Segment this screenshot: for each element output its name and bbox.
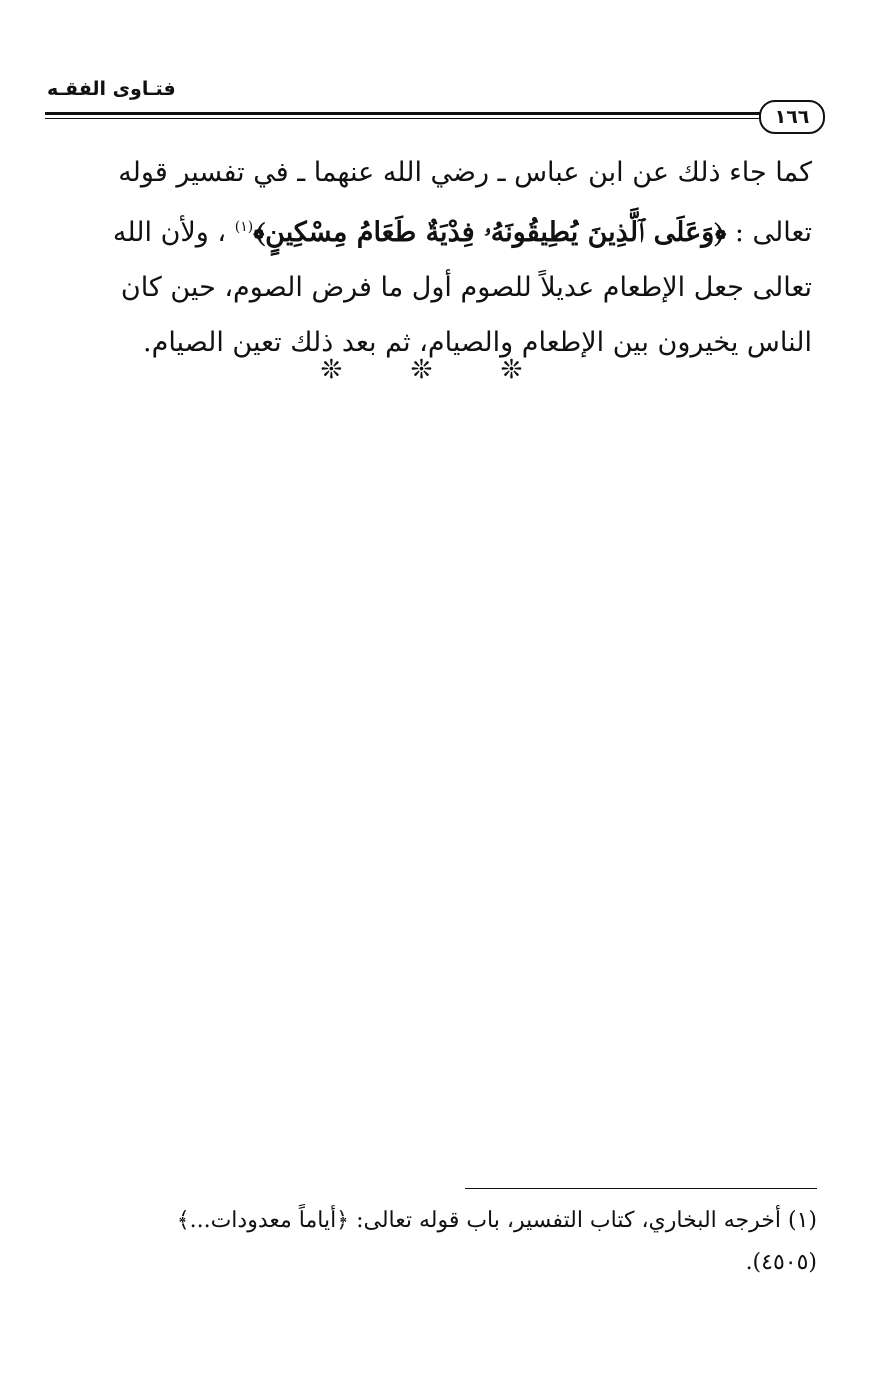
footnote-reference: (١) (234, 219, 254, 235)
quran-verse: ﴿وَعَلَى ٱلَّذِينَ يُطِيقُونَهُۥ فِدْيَةٌ طَعَامُ مِسْكِينٍ﴾ (253, 217, 727, 248)
footnote (52, 1200, 817, 1284)
paragraph-text: ، ولأن الله (112, 217, 227, 248)
main-paragraph (52, 145, 812, 370)
paragraph-text: تعالى : (734, 217, 812, 248)
page-header (45, 70, 825, 130)
footnote-divider (465, 1188, 817, 1189)
paragraph-line: الناس يخيرون بين الإطعام والصيام، ثم بعد ذلك تعين الصيام. (143, 327, 812, 358)
footnote-line: (١) أخرجه البخاري، كتاب التفسير، باب قوله تعالى: ﴿أياماً معدودات...﴾ (176, 1208, 817, 1233)
footnote-line: (٤٥٠٥). (745, 1250, 817, 1275)
paragraph-line: كما جاء ذلك عن ابن عباس ـ رضي الله عنهما ـ في تفسير قوله (118, 157, 812, 188)
header-rule-thin (45, 118, 765, 119)
section-separator: ❊ ❊ ❊ (320, 355, 553, 385)
paragraph-line (52, 200, 812, 260)
page-number: ١٦٦ (759, 100, 825, 134)
header-rule (45, 112, 765, 115)
book-title: فتـاوى الفقـه (47, 78, 176, 100)
paragraph-line: تعالى جعل الإطعام عديلاً للصوم أول ما فرض الصوم، حين كان (120, 272, 812, 303)
